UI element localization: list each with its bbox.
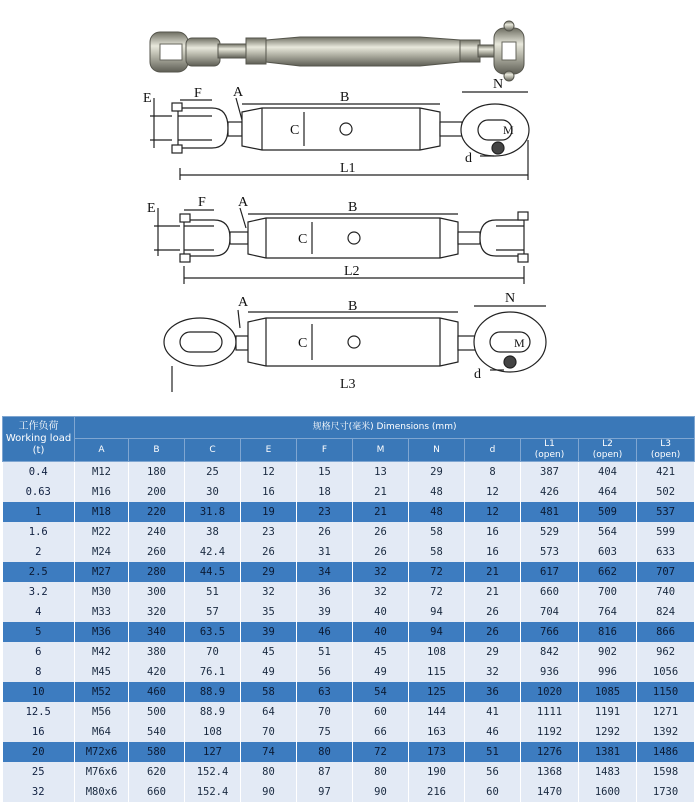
table-cell: 15	[297, 462, 353, 483]
table-cell: 1150	[637, 682, 695, 702]
label-m-bot: M	[514, 336, 525, 350]
table-row	[3, 522, 695, 542]
table-cell: M52	[75, 682, 129, 702]
table-cell: 23	[241, 522, 297, 542]
table-cell: 962	[637, 642, 695, 662]
table-cell: 12	[465, 502, 521, 522]
cell-working-load: 8	[3, 662, 75, 682]
table-cell: 529	[521, 522, 579, 542]
table-cell: 97	[297, 782, 353, 802]
header-col-c: C	[185, 439, 241, 462]
table-cell: 1483	[579, 762, 637, 782]
table-cell: 380	[129, 642, 185, 662]
table-cell: 72	[353, 742, 409, 762]
label-b-top: B	[340, 90, 349, 105]
cell-working-load: 5	[3, 622, 75, 642]
table-cell: 70	[297, 702, 353, 722]
table-cell: 80	[297, 742, 353, 762]
header-l3-sub: (open)	[637, 450, 694, 461]
table-cell: 74	[241, 742, 297, 762]
table-cell: M45	[75, 662, 129, 682]
table-cell: 740	[637, 582, 695, 602]
table-cell: 88.9	[185, 702, 241, 722]
table-cell: 340	[129, 622, 185, 642]
table-cell: 29	[465, 642, 521, 662]
label-l1: L1	[340, 161, 356, 176]
label-d-bot: d	[474, 367, 481, 382]
table-cell: 1276	[521, 742, 579, 762]
table-cell: 12	[465, 482, 521, 502]
label-n-top: N	[493, 77, 503, 92]
table-row	[3, 762, 695, 782]
table-cell: 300	[129, 582, 185, 602]
table-cell: 94	[409, 622, 465, 642]
table-cell: 38	[185, 522, 241, 542]
label-a-top: A	[233, 85, 244, 100]
table-cell: 60	[353, 702, 409, 722]
table-cell: 54	[353, 682, 409, 702]
table-cell: 540	[129, 722, 185, 742]
table-row	[3, 482, 695, 502]
header-col-n: N	[409, 439, 465, 462]
table-cell: 21	[465, 562, 521, 582]
table-cell: 44.5	[185, 562, 241, 582]
table-cell: 12	[241, 462, 297, 483]
table-cell: 23	[297, 502, 353, 522]
cell-working-load: 2.5	[3, 562, 75, 582]
table-cell: 31.8	[185, 502, 241, 522]
label-a-mid: A	[238, 195, 249, 210]
label-e-top: E	[143, 91, 152, 106]
table-cell: 36	[297, 582, 353, 602]
cell-working-load: 0.63	[3, 482, 75, 502]
table-cell: 42.4	[185, 542, 241, 562]
table-cell: 25	[185, 462, 241, 483]
table-cell: 108	[185, 722, 241, 742]
table-cell: 58	[241, 682, 297, 702]
table-cell: 36	[465, 682, 521, 702]
table-cell: 603	[579, 542, 637, 562]
table-cell: 190	[409, 762, 465, 782]
table-row	[3, 722, 695, 742]
label-d-top: d	[465, 151, 472, 166]
table-cell: 866	[637, 622, 695, 642]
table-cell: 70	[185, 642, 241, 662]
table-cell: 573	[521, 542, 579, 562]
table-cell: 173	[409, 742, 465, 762]
label-l2: L2	[344, 264, 360, 279]
table-cell: 936	[521, 662, 579, 682]
table-cell: 1470	[521, 782, 579, 802]
label-b-mid: B	[348, 200, 357, 215]
table-cell: 90	[353, 782, 409, 802]
header-load-unit: (t)	[3, 445, 74, 457]
table-cell: 51	[465, 742, 521, 762]
table-cell: 216	[409, 782, 465, 802]
table-cell: 21	[353, 482, 409, 502]
table-cell: 29	[409, 462, 465, 483]
table-cell: 481	[521, 502, 579, 522]
table-cell: 51	[185, 582, 241, 602]
table-cell: 19	[241, 502, 297, 522]
table-cell: 32	[465, 662, 521, 682]
table-cell: 633	[637, 542, 695, 562]
table-cell: 63	[297, 682, 353, 702]
cell-working-load: 32	[3, 782, 75, 802]
table-cell: 537	[637, 502, 695, 522]
table-cell: 13	[353, 462, 409, 483]
label-f-top: F	[194, 86, 202, 101]
table-cell: 80	[353, 762, 409, 782]
table-body	[3, 462, 695, 802]
table-row	[3, 662, 695, 682]
table-cell: 48	[409, 482, 465, 502]
table-row	[3, 562, 695, 582]
table-cell: 816	[579, 622, 637, 642]
table-cell: 60	[465, 782, 521, 802]
header-col-l2	[579, 439, 637, 462]
table-cell: 1111	[521, 702, 579, 722]
label-c-mid: C	[298, 232, 307, 247]
table-cell: 764	[579, 602, 637, 622]
table-cell: 88.9	[185, 682, 241, 702]
header-l2-sub: (open)	[579, 450, 636, 461]
table-cell: 39	[297, 602, 353, 622]
table-cell: 30	[185, 482, 241, 502]
label-l3: L3	[340, 377, 356, 392]
table-cell: M22	[75, 522, 129, 542]
table-cell: 49	[241, 662, 297, 682]
table-cell: M24	[75, 542, 129, 562]
table-cell: 75	[297, 722, 353, 742]
table-cell: M18	[75, 502, 129, 522]
table-cell: 94	[409, 602, 465, 622]
header-l1-name: L1	[521, 439, 578, 450]
table-cell: 87	[297, 762, 353, 782]
table-cell: 280	[129, 562, 185, 582]
cell-working-load: 10	[3, 682, 75, 702]
table-cell: M33	[75, 602, 129, 622]
turnbuckle-photo	[150, 21, 524, 81]
label-c-bot: C	[298, 336, 307, 351]
table-cell: 56	[297, 662, 353, 682]
table-cell: 704	[521, 602, 579, 622]
table-row	[3, 582, 695, 602]
table-cell: 660	[521, 582, 579, 602]
table-cell: 500	[129, 702, 185, 722]
table-cell: 90	[241, 782, 297, 802]
header-col-m: M	[353, 439, 409, 462]
table-row	[3, 602, 695, 622]
table-cell: 51	[297, 642, 353, 662]
table-cell: 1486	[637, 742, 695, 762]
table-cell: M30	[75, 582, 129, 602]
table-cell: 70	[241, 722, 297, 742]
table-cell: 46	[297, 622, 353, 642]
table-cell: 64	[241, 702, 297, 722]
header-col-d: d	[465, 439, 521, 462]
table-cell: 40	[353, 602, 409, 622]
label-m-top: M	[503, 123, 514, 137]
table-cell: 509	[579, 502, 637, 522]
table-cell: 1056	[637, 662, 695, 682]
table-cell: 16	[465, 542, 521, 562]
table-cell: 29	[241, 562, 297, 582]
table-cell: 21	[465, 582, 521, 602]
table-cell: 8	[465, 462, 521, 483]
cell-working-load: 20	[3, 742, 75, 762]
table-cell: 420	[129, 662, 185, 682]
table-cell: 39	[241, 622, 297, 642]
table-cell: 40	[353, 622, 409, 642]
table-cell: 32	[241, 582, 297, 602]
label-e-mid: E	[147, 201, 156, 216]
table-cell: 72	[409, 562, 465, 582]
table-cell: 41	[465, 702, 521, 722]
table-cell: 320	[129, 602, 185, 622]
table-cell: 58	[409, 522, 465, 542]
header-col-e: E	[241, 439, 297, 462]
cell-working-load: 6	[3, 642, 75, 662]
table-cell: 902	[579, 642, 637, 662]
table-cell: 700	[579, 582, 637, 602]
table-cell: 80	[241, 762, 297, 782]
table-cell: M36	[75, 622, 129, 642]
label-f-mid: F	[198, 195, 206, 210]
header-col-a: A	[75, 439, 129, 462]
table-row	[3, 702, 695, 722]
cell-working-load: 0.4	[3, 462, 75, 483]
table-cell: 34	[297, 562, 353, 582]
cell-working-load: 4	[3, 602, 75, 622]
table-cell: 200	[129, 482, 185, 502]
table-cell: M16	[75, 482, 129, 502]
table-cell: 620	[129, 762, 185, 782]
cell-working-load: 1	[3, 502, 75, 522]
table-cell: M12	[75, 462, 129, 483]
header-col-b: B	[129, 439, 185, 462]
table-cell: 26	[353, 542, 409, 562]
table-cell: 152.4	[185, 782, 241, 802]
table-cell: 662	[579, 562, 637, 582]
cell-working-load: 25	[3, 762, 75, 782]
table-cell: 599	[637, 522, 695, 542]
table-cell: 45	[353, 642, 409, 662]
table-cell: 46	[465, 722, 521, 742]
table-cell: 35	[241, 602, 297, 622]
label-n-bot: N	[505, 291, 515, 306]
table-cell: 824	[637, 602, 695, 622]
table-cell: 26	[241, 542, 297, 562]
table-row	[3, 622, 695, 642]
table-cell: 1730	[637, 782, 695, 802]
table-cell: 460	[129, 682, 185, 702]
table-cell: 1598	[637, 762, 695, 782]
table-cell: 1191	[579, 702, 637, 722]
table-cell: 617	[521, 562, 579, 582]
table-cell: 48	[409, 502, 465, 522]
table-cell: 842	[521, 642, 579, 662]
table-cell: 26	[353, 522, 409, 542]
table-cell: 31	[297, 542, 353, 562]
table-cell: 996	[579, 662, 637, 682]
cell-working-load: 1.6	[3, 522, 75, 542]
cell-working-load: 3.2	[3, 582, 75, 602]
table-cell: M72x6	[75, 742, 129, 762]
table-cell: 26	[297, 522, 353, 542]
header-load-cn: 工作负荷	[3, 421, 74, 433]
table-cell: 21	[353, 502, 409, 522]
table-cell: 1600	[579, 782, 637, 802]
header-l1-sub: (open)	[521, 450, 578, 461]
table-cell: 421	[637, 462, 695, 483]
header-dimensions: 规格尺寸(毫米) Dimensions (mm)	[75, 417, 695, 439]
table-row	[3, 782, 695, 802]
table-cell: 56	[465, 762, 521, 782]
table-cell: 502	[637, 482, 695, 502]
table-cell: 660	[129, 782, 185, 802]
table-cell: 127	[185, 742, 241, 762]
table-cell: 1381	[579, 742, 637, 762]
table-row	[3, 462, 695, 483]
cell-working-load: 16	[3, 722, 75, 742]
table-cell: 26	[465, 602, 521, 622]
table-row	[3, 542, 695, 562]
table-cell: 260	[129, 542, 185, 562]
table-cell: 108	[409, 642, 465, 662]
table-cell: 32	[353, 582, 409, 602]
table-cell: 125	[409, 682, 465, 702]
table-cell: 57	[185, 602, 241, 622]
header-col-l1	[521, 439, 579, 462]
table-cell: M76x6	[75, 762, 129, 782]
header-col-f: F	[297, 439, 353, 462]
table-cell: 180	[129, 462, 185, 483]
table-cell: 66	[353, 722, 409, 742]
table-cell: 1392	[637, 722, 695, 742]
table-cell: 464	[579, 482, 637, 502]
table-cell: 163	[409, 722, 465, 742]
table-cell: 63.5	[185, 622, 241, 642]
label-c-top: C	[290, 123, 299, 138]
table-cell: M27	[75, 562, 129, 582]
header-l3-name: L3	[637, 439, 694, 450]
table-cell: 32	[353, 562, 409, 582]
table-row	[3, 682, 695, 702]
table-cell: 58	[409, 542, 465, 562]
table-cell: M42	[75, 642, 129, 662]
table-cell: 72	[409, 582, 465, 602]
cell-working-load: 12.5	[3, 702, 75, 722]
table-cell: 1292	[579, 722, 637, 742]
table-cell: 707	[637, 562, 695, 582]
header-col-l3	[637, 439, 695, 462]
label-a-bot: A	[238, 295, 249, 310]
table-cell: 16	[465, 522, 521, 542]
table-cell: M64	[75, 722, 129, 742]
table-cell: 18	[297, 482, 353, 502]
specification-table	[2, 416, 695, 802]
table-cell: 115	[409, 662, 465, 682]
table-cell: 1368	[521, 762, 579, 782]
table-row	[3, 742, 695, 762]
table-cell: 240	[129, 522, 185, 542]
table-cell: 16	[241, 482, 297, 502]
table-cell: 580	[129, 742, 185, 762]
table-cell: 152.4	[185, 762, 241, 782]
header-l2-name: L2	[579, 439, 636, 450]
table-cell: 1085	[579, 682, 637, 702]
table-row	[3, 642, 695, 662]
table-cell: 1271	[637, 702, 695, 722]
table-cell: 1192	[521, 722, 579, 742]
table-cell: 45	[241, 642, 297, 662]
table-cell: 564	[579, 522, 637, 542]
table-cell: 387	[521, 462, 579, 483]
table-cell: 144	[409, 702, 465, 722]
table-cell: 766	[521, 622, 579, 642]
table-cell: 220	[129, 502, 185, 522]
diagram-jaw-jaw	[154, 208, 528, 284]
table-cell: 49	[353, 662, 409, 682]
table-cell: M56	[75, 702, 129, 722]
table-cell: M80x6	[75, 782, 129, 802]
header-working-load	[3, 417, 75, 462]
header-load-en: Working load	[3, 433, 74, 445]
table-cell: 26	[465, 622, 521, 642]
cell-working-load: 2	[3, 542, 75, 562]
table-cell: 426	[521, 482, 579, 502]
table-cell: 404	[579, 462, 637, 483]
table-row	[3, 502, 695, 522]
table-cell: 1020	[521, 682, 579, 702]
table-cell: 76.1	[185, 662, 241, 682]
label-b-bot: B	[348, 299, 357, 314]
